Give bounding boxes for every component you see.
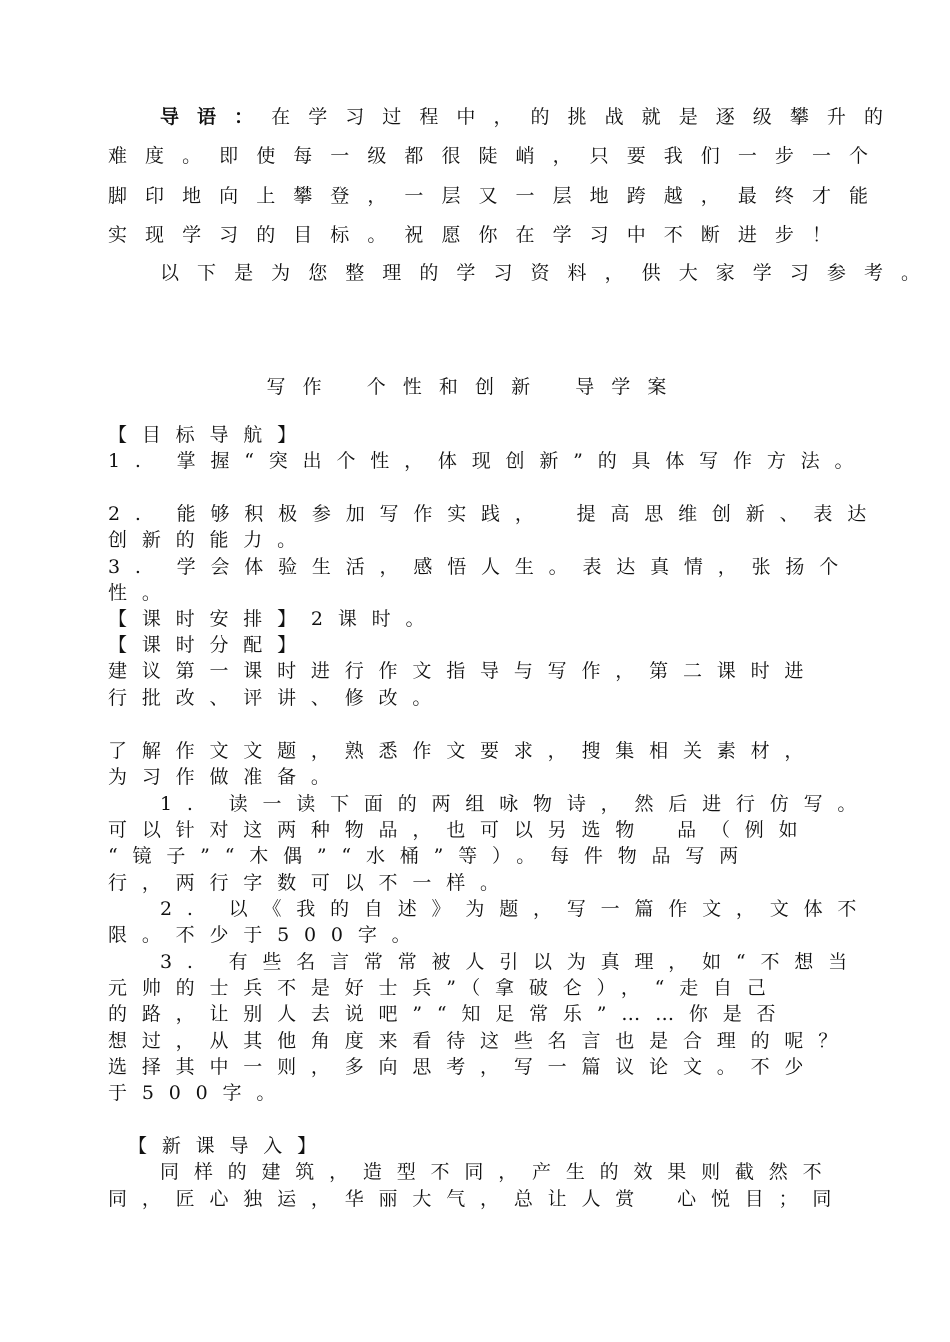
task-3-line-4: 想过，从其他角度来看待这些名言也是合理的呢？ (108, 1030, 853, 1052)
goal-2-part-a: 2. 能够积极参加写作实践， (108, 503, 549, 525)
intro-line-4: 实现学习的目标。祝愿你在学习中不断进步！ (108, 224, 850, 246)
task-3-line-6: 于500字。 (108, 1082, 291, 1104)
prep-line-1: 了解作文文题，熟悉作文要求，搜集相关素材， (108, 740, 819, 762)
allocation-line-1: 建议第一课时进行作文指导与写作，第二课时进 (108, 660, 819, 682)
goal-3-cont: 性。 (108, 582, 176, 604)
task-1-line-3: “镜子”“木偶”“水桶”等）。每件物品写两 (108, 845, 754, 867)
goal-3: 3. 学会体验生活，感悟人生。表达真情，张扬个 (108, 556, 854, 578)
allocation-line-2: 行批改、评讲、修改。 (108, 687, 447, 709)
intro-line-1 (160, 108, 920, 127)
newlesson-line-2-part-a: 同，匠心独运，华丽大气，总让人赏 (108, 1188, 650, 1210)
task-1-line-4: 行，两行字数可以不一样。 (108, 872, 514, 894)
task-2-line-1: 2. 以《我的自述》为题，写一篇作文，文体不 (160, 898, 872, 920)
intro-line-5: 以下是为您整理的学习资料，供大家学习参考。 (160, 262, 939, 284)
intro-line-2: 难度。即使每一级都很陡峭，只要我们一步一个 (108, 145, 887, 167)
task-3-line-5: 选择其中一则，多向思考，写一篇议论文。不少 (108, 1056, 819, 1078)
newlesson-heading: 【新课导入】 (128, 1135, 331, 1157)
intro-label: 导语： (160, 106, 272, 128)
task-1-line-2 (108, 821, 868, 840)
page-title (0, 372, 950, 399)
task-3-line-2: 元帅的士兵不是好士兵”（拿破仑），“走自己 (108, 977, 781, 999)
goals-heading: 【目标导航】 (108, 424, 311, 446)
task-1-line-2-part-a: 可以针对这两种物品，也可以另选物 (108, 819, 650, 841)
newlesson-line-2-part-b: 心悦目；同 (677, 1188, 847, 1210)
goal-2-cont: 创新的能力。 (108, 529, 311, 551)
title-part-2: 个性和创新 (366, 376, 548, 398)
newlesson-line-1: 同样的建筑，造型不同，产生的效果则截然不 (160, 1161, 837, 1183)
task-3-line-1: 3. 有些名言常常被人引以为真理，如“不想当 (160, 951, 862, 973)
goal-2 (108, 503, 882, 525)
task-1-line-1: 1. 读一读下面的两组咏物诗，然后进行仿写。 (160, 793, 872, 815)
allocation-heading: 【课时分配】 (108, 634, 311, 656)
intro-line-3: 脚印地向上攀登，一层又一层地跨越，最终才能 (108, 185, 887, 207)
intro-text-1: 在学习过程中，的挑战就是逐级攀升的 (271, 106, 902, 128)
title-part-3: 导学案 (575, 376, 684, 398)
task-1-line-2-part-b: 品（例如 (677, 819, 813, 841)
title-part-1: 写作 (266, 376, 339, 398)
goal-1: 1. 掌握“突出个性，体现创新”的具体写作方法。 (108, 450, 869, 472)
prep-line-2: 为习作做准备。 (108, 766, 345, 788)
task-2-line-2: 限。不少于500字。 (108, 924, 426, 946)
newlesson-line-2 (108, 1190, 868, 1209)
goal-2-part-b: 提高思维创新、表达 (576, 503, 882, 525)
schedule-heading: 【课时安排】2课时。 (108, 608, 440, 630)
task-3-line-3: 的路，让别人去说吧”“知足常乐”……你是否 (108, 1003, 791, 1025)
